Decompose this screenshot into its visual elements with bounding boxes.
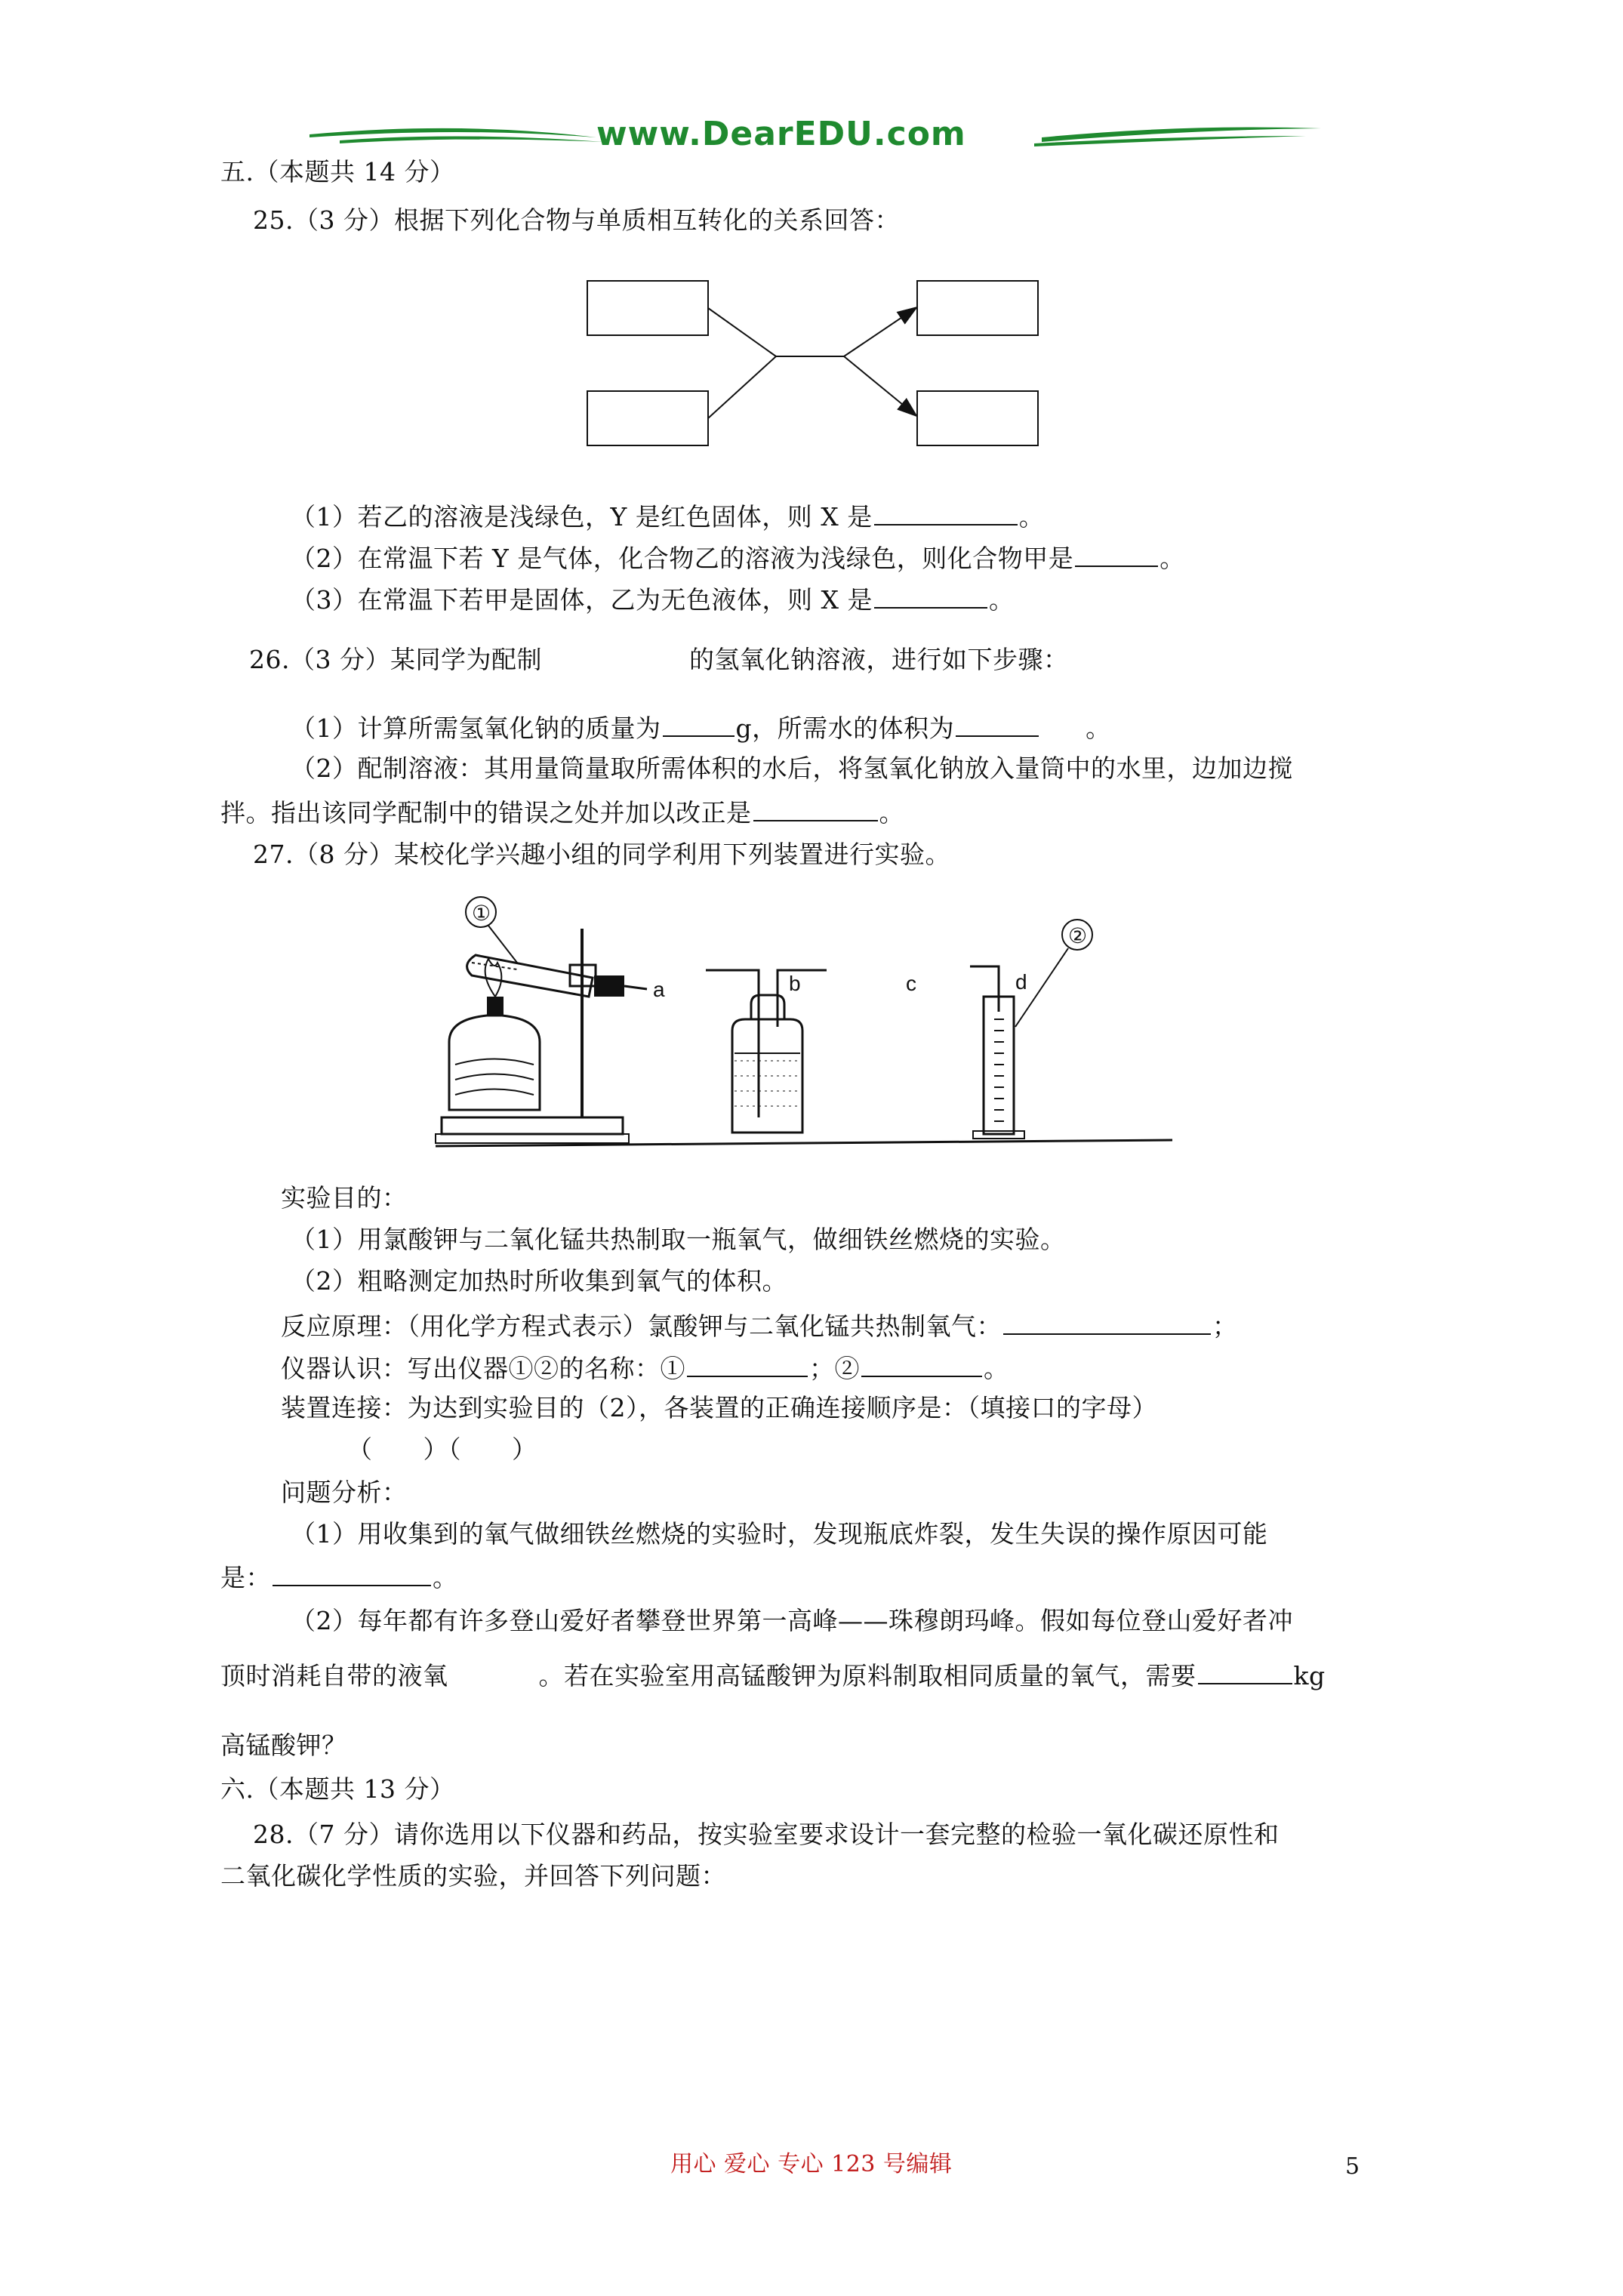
q27-analysis2-line3: 高锰酸钾？ [220, 1730, 347, 1760]
q27-connect-blanks[interactable]: （ ）（ ） [347, 1435, 537, 1464]
q25-sub3: （3）在常温下若甲是固体，乙为无色液体，则 X 是 。 [291, 581, 1014, 617]
figure-label-1: ① [472, 901, 491, 926]
header-logo [310, 113, 1321, 159]
q27-analysis-title: 问题分析： [281, 1478, 408, 1507]
diagram-box-bottom-right [917, 391, 1038, 445]
q27-purpose1: （1）用氯酸钾与二氧化锰共热制取一瓶氧气，做细铁丝燃烧的实验。 [291, 1225, 1066, 1254]
answer-blank[interactable] [861, 1350, 982, 1377]
answer-blank[interactable] [874, 498, 1018, 525]
q27-purpose2: （2）粗略测定加热时所收集到氧气的体积。 [291, 1266, 787, 1296]
port-label-b: b [789, 972, 801, 995]
logo-right-swoosh [1034, 113, 1321, 159]
answer-blank[interactable] [874, 581, 987, 609]
diagram-box-top-left [587, 281, 708, 335]
q27-apparatus-figure [434, 891, 1174, 1151]
answer-blank[interactable] [1075, 540, 1158, 567]
q27-instrument: 仪器认识：写出仪器①②的名称：① ；② 。 [281, 1350, 1009, 1385]
answer-blank[interactable] [753, 794, 878, 821]
q27-stem: 27.（8 分）某校化学兴趣小组的同学利用下列装置进行实验。 [253, 840, 950, 869]
answer-blank[interactable] [1003, 1308, 1211, 1335]
page-number: 5 [1345, 2153, 1360, 2180]
q28-line1: 28.（7 分）请你选用以下仪器和药品，按实验室要求设计一套完整的检验一氧化碳还原性和 [253, 1820, 1280, 1849]
section-title: 五.（本题共 14 分） [220, 157, 455, 186]
port-label-d: d [1015, 970, 1027, 994]
gas-bottle [706, 970, 827, 1133]
answer-blank[interactable] [273, 1559, 431, 1586]
answer-blank[interactable] [956, 710, 1039, 737]
alcohol-lamp [449, 959, 540, 1110]
diagram-box-top-right [917, 281, 1038, 335]
logo-left-swoosh [310, 113, 611, 159]
diagram-box-bottom-left [587, 391, 708, 445]
q26-sub1: （1）计算所需氢氧化钠的质量为 g，所需水的体积为 。 [291, 710, 1111, 745]
answer-blank[interactable] [687, 1350, 808, 1377]
answer-blank[interactable] [663, 710, 735, 737]
q27-principle: 反应原理：（用化学方程式表示）氯酸钾与二氧化锰共热制氧气： ； [281, 1308, 1238, 1343]
q26-stem: 26.（3 分）某同学为配制 的氢氧化钠溶液，进行如下步骤： [249, 645, 1069, 674]
q26-sub2-line1: （2）配制溶液：其用量筒量取所需体积的水后，将氢氧化钠放入量筒中的水里，边加边搅 [291, 754, 1293, 783]
q28-line2: 二氧化碳化学性质的实验，并回答下列问题： [220, 1861, 726, 1891]
q25-relation-diagram [581, 272, 1049, 457]
graduated-cylinder [970, 920, 1092, 1139]
footer-text: 用心 爱心 专心 123 号编辑 [670, 2151, 953, 2177]
q27-analysis1-line2: 是： 。 [220, 1559, 458, 1595]
figure-label-2: ② [1068, 923, 1088, 948]
question-stem: 25.（3 分）根据下列化合物与单质相互转化的关系回答： [253, 205, 900, 235]
q26-sub2-line2: 拌。指出该同学配制中的错误之处并加以改正是 。 [220, 794, 904, 830]
port-label-c: c [906, 972, 916, 995]
port-label-a: a [653, 978, 665, 1001]
q27-purpose-title: 实验目的： [281, 1183, 408, 1213]
logo-text: www.DearEDU.com [596, 115, 966, 153]
answer-blank[interactable] [1198, 1657, 1292, 1684]
q27-analysis2-line2: 顶时消耗自带的液氧 。若在实验室用高锰酸钾为原料制取相同质量的氧气，需要 kg [220, 1657, 1326, 1693]
q25-sub1: （1）若乙的溶液是浅绿色，Y 是红色固体，则 X 是 。 [291, 498, 1044, 534]
q27-analysis2-line1: （2）每年都有许多登山爱好者攀登世界第一高峰——珠穆朗玛峰。假如每位登山爱好者冲 [291, 1606, 1293, 1635]
q27-analysis1-line1: （1）用收集到的氧气做细铁丝燃烧的实验时，发现瓶底炸裂，发生失误的操作原因可能 [291, 1519, 1268, 1549]
q27-connect: 装置连接：为达到实验目的（2），各装置的正确连接顺序是：（填接口的字母） [281, 1393, 1157, 1422]
section-title: 六.（本题共 13 分） [220, 1774, 455, 1804]
q25-sub2: （2）在常温下若 Y 是气体，化合物乙的溶液为浅绿色，则化合物甲是 。 [291, 540, 1185, 575]
